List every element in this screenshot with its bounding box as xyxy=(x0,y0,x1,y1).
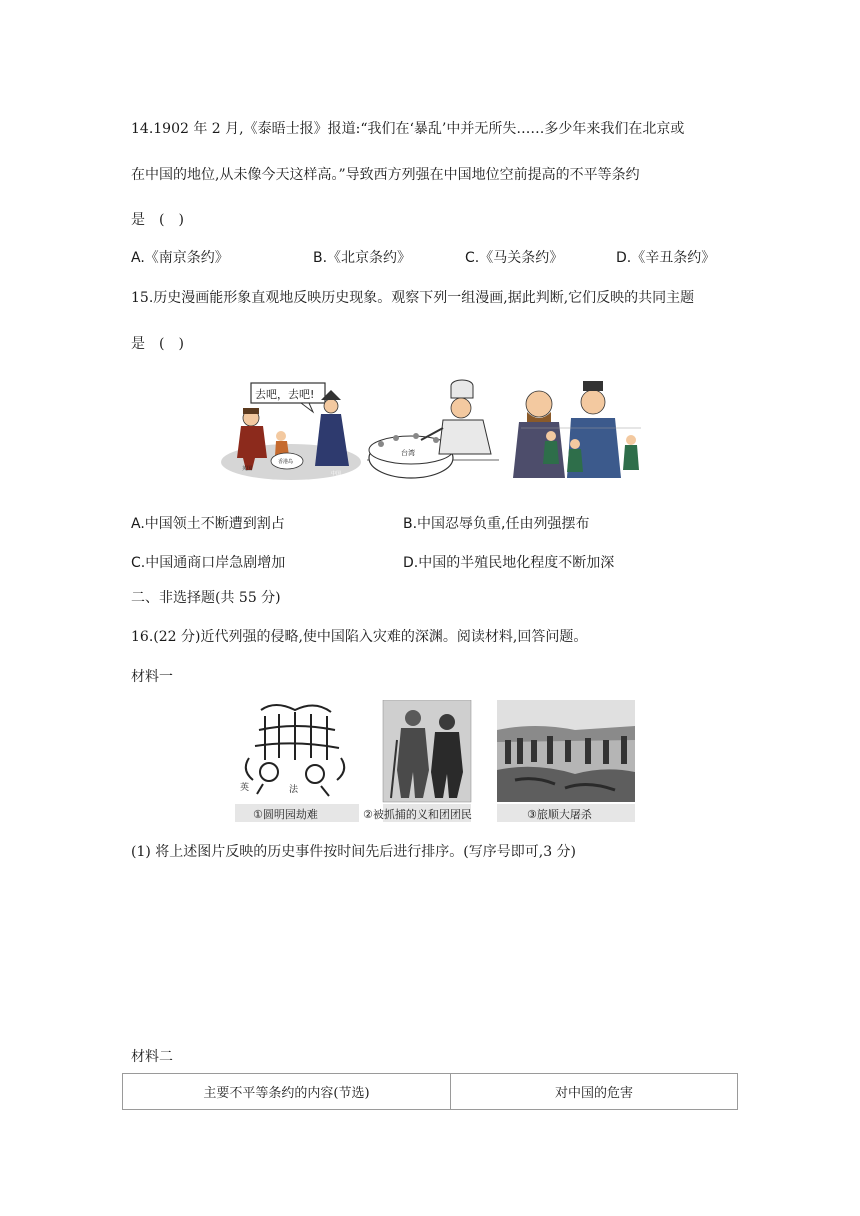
figure1-label-britain: 英 xyxy=(240,783,250,793)
table-header-harm: 对中国的危害 xyxy=(451,1074,738,1110)
caption-1: ①圆明园劫难 xyxy=(253,808,318,821)
comic-label-china: 中国 xyxy=(331,471,342,477)
q14-option-a: A.《南京条约》 xyxy=(131,250,229,266)
material1-figure xyxy=(235,700,635,822)
q15-stem-line1: 15.历史漫画能形象直观地反映历史现象。观察下列一组漫画,据此判断,它们反映的共同主题 xyxy=(131,290,695,306)
table-header-content: 主要不平等条约的内容(节选) xyxy=(123,1074,451,1110)
q16-stem: 16.(22 分)近代列强的侵略,使中国陷入灾难的深渊。阅读材料,回答问题。 xyxy=(131,629,588,645)
q14-stem-line2: 在中国的地位,从未像今天这样高。”导致西方列强在中国地位空前提高的不平等条约 xyxy=(131,167,640,183)
material2-table xyxy=(122,1073,738,1110)
q15-option-d: D.中国的半殖民地化程度不断加深 xyxy=(403,555,615,571)
q16-sub1: (1) 将上述图片反映的历史事件按时间先后进行排序。(写序号即可,3 分) xyxy=(131,844,577,860)
comic-label-hongkong: 香港岛 xyxy=(278,459,294,465)
q14-option-b: B.《北京条约》 xyxy=(313,250,412,266)
q15-option-a: A.中国领土不断遭到割占 xyxy=(131,516,285,532)
q15-option-c: C.中国通商口岸急剧增加 xyxy=(131,555,286,571)
caption-2: ②被抓捕的义和团团民 xyxy=(363,808,472,821)
q14-option-c: C.《马关条约》 xyxy=(465,250,564,266)
material2-label: 材料二 xyxy=(131,1049,173,1065)
q15-option-b: B.中国忍辱负重,任由列强摆布 xyxy=(403,516,590,532)
q15-stem-line2: 是 ( ) xyxy=(131,336,184,352)
comic-label-taiwan: 台湾 xyxy=(401,449,415,457)
comic-label-britain: 英国 xyxy=(242,466,253,472)
q15-comic-image xyxy=(221,378,643,486)
material1-label: 材料一 xyxy=(131,669,173,685)
figure1-label-france: 法 xyxy=(289,785,299,795)
section-title: 二、非选择题(共 55 分) xyxy=(131,590,281,606)
comic-speech-text: 去吧，去吧! xyxy=(255,388,315,401)
table-header-row xyxy=(123,1074,738,1110)
q14-stem-line3: 是 ( ) xyxy=(131,212,184,228)
caption-3: ③旅顺大屠杀 xyxy=(527,808,592,821)
q14-option-d: D.《辛丑条约》 xyxy=(616,250,716,266)
q14-stem-line1: 14.1902 年 2 月,《泰晤士报》报道:“我们在‘暴乱’中并无所失……多少年来我们在北京或 xyxy=(131,121,685,137)
